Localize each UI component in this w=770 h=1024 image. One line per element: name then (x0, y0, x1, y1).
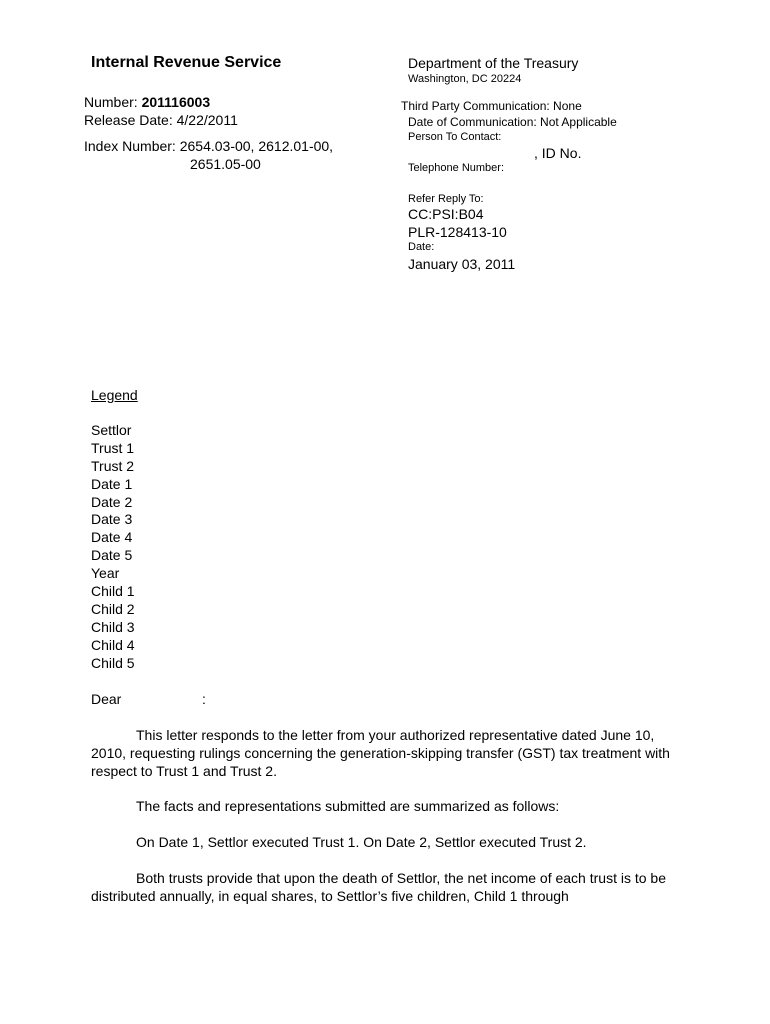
legend-item-date-5: Date 5 (91, 547, 133, 564)
legend-item-child-3: Child 3 (91, 618, 135, 635)
date-label: Date: (408, 241, 435, 253)
department-name: Department of the Treasury (408, 55, 579, 71)
release-date-value: 4/22/2011 (176, 112, 238, 128)
person-to-contact-label: Person To Contact: (408, 131, 502, 143)
department-address: Washington, DC 20224 (408, 73, 522, 85)
index-number-line (84, 137, 333, 155)
legend-item-date-1: Date 1 (91, 475, 133, 492)
agency-name: Internal Revenue Service (91, 54, 282, 71)
legend-title: Legend (91, 387, 138, 403)
index-number-value-1: 2654.03-00, 2612.01-00, (179, 138, 334, 154)
release-date-line (84, 111, 238, 129)
legend-item-date-4: Date 4 (91, 529, 133, 546)
release-date-label: Release Date: (84, 112, 173, 128)
legend-item-child-4: Child 4 (91, 636, 135, 653)
legend-item-child-5: Child 5 (91, 654, 135, 671)
legend-item-year: Year (91, 565, 120, 582)
legend-item-trust-2: Trust 2 (91, 457, 135, 474)
salutation-dear: Dear (91, 691, 122, 707)
number-value: 201116003 (141, 94, 211, 110)
legend-item-settlor: Settlor (91, 422, 132, 438)
legend-item-date-2: Date 2 (91, 493, 133, 510)
id-number-label: , ID No. (534, 145, 582, 161)
legend-item-date-3: Date 3 (91, 511, 133, 528)
index-number-label: Index Number: (84, 138, 176, 154)
legend-item-child-2: Child 2 (91, 600, 135, 617)
number-line (84, 93, 210, 111)
index-number-value-2: 2651.05-00 (190, 156, 261, 172)
number-label: Number: (84, 94, 138, 110)
plr-number: PLR-128413-10 (408, 224, 507, 240)
third-party-communication: Third Party Communication: None (401, 99, 582, 113)
legend-item-trust-1: Trust 1 (91, 439, 135, 456)
body-paragraph-4: Both trusts provide that upon the death of Settlor, the net income of each trust is to be distributed annually, in equal shares, to Settlor’s five children, Child 1 through (91, 870, 666, 904)
letter-date: January 03, 2011 (408, 256, 516, 272)
salutation-colon: : (202, 691, 206, 707)
refer-reply-to-label: Refer Reply To: (408, 193, 484, 205)
body-paragraph-2: The facts and representations submitted are summarized as follows: (136, 798, 560, 814)
refer-reply-code: CC:PSI:B04 (408, 206, 484, 222)
body-paragraph-3: On Date 1, Settlor executed Trust 1. On Date 2, Settlor executed Trust 2. (136, 834, 587, 850)
date-of-communication: Date of Communication: Not Applicable (408, 115, 617, 129)
body-paragraph-1: This letter responds to the letter from your authorized representative dated June 10, 2010, requesting rulings concerning the generation-skipping transfer (GST) tax treatment with respect to Trust 1 and Trust 2. (91, 727, 670, 779)
legend-list (91, 422, 135, 672)
legend-item-child-1: Child 1 (91, 583, 135, 600)
telephone-number-label: Telephone Number: (408, 162, 505, 174)
